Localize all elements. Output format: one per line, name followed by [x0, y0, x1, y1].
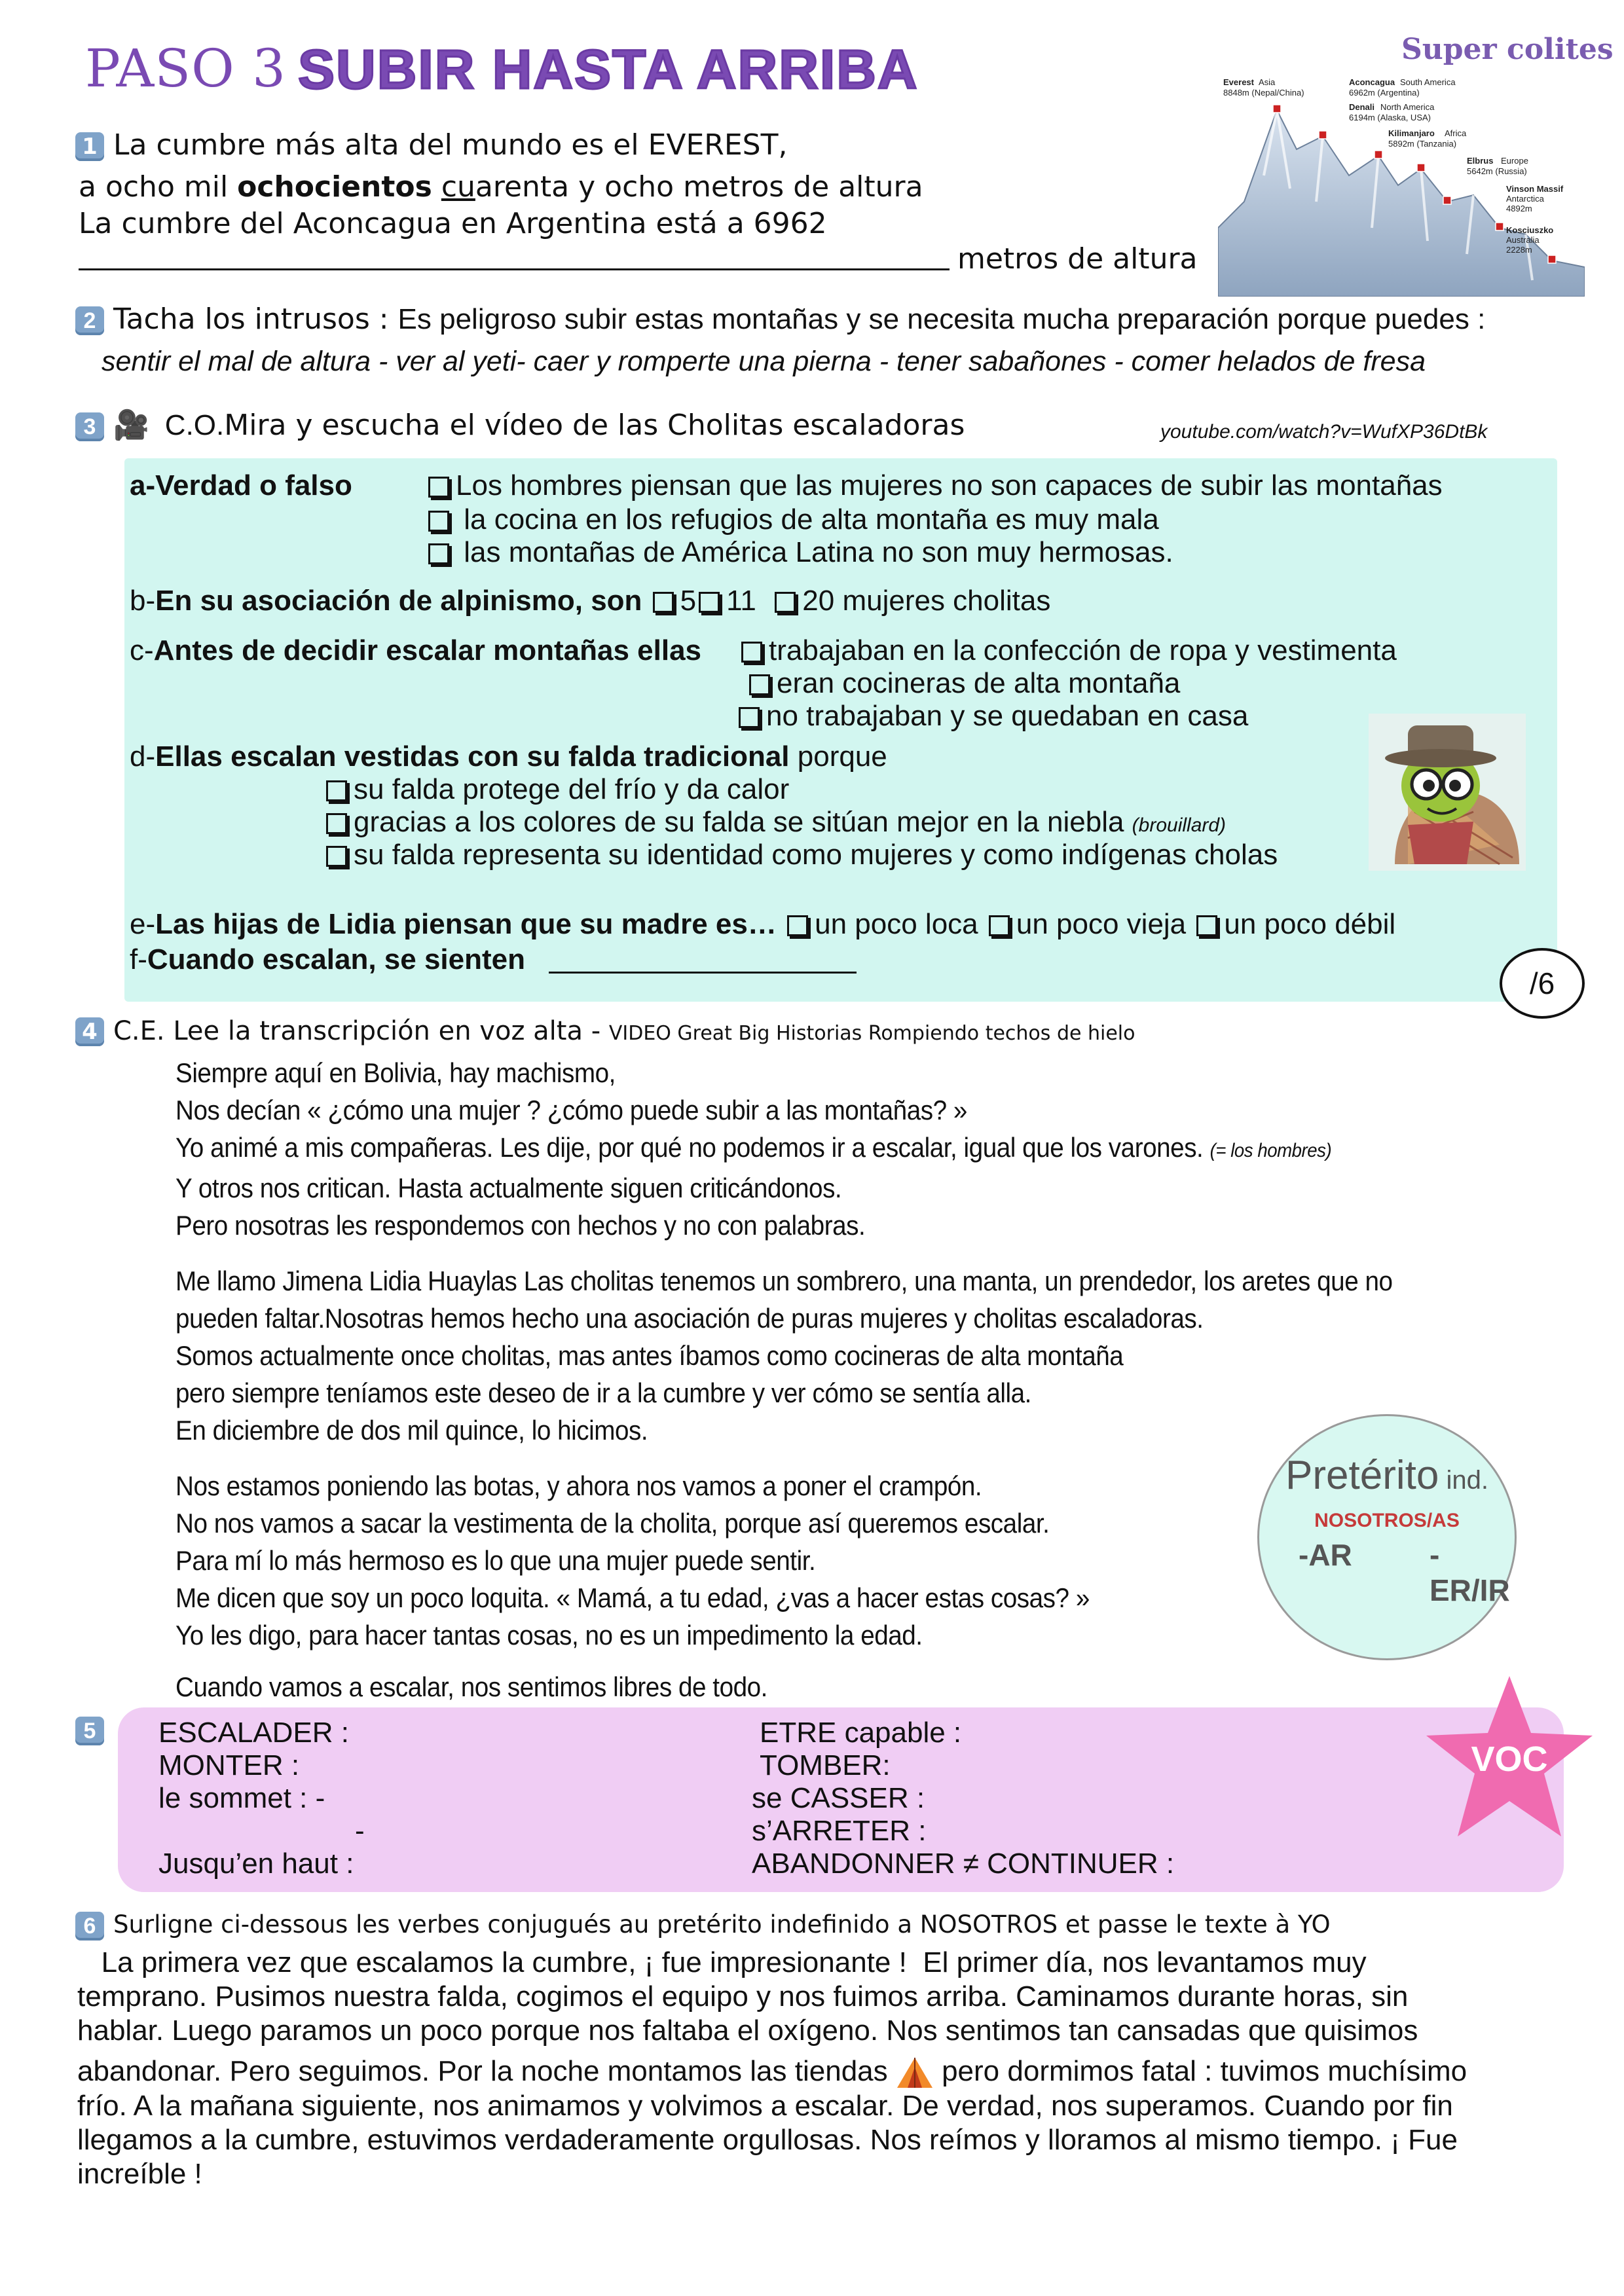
- checkbox[interactable]: [326, 813, 347, 834]
- s3-e-pre: e-: [130, 908, 156, 940]
- s6-line: temprano. Pusimos nuestra falda, cogimos el equipo y nos fuimos arriba. Caminamos durante horas, sin: [77, 1980, 1409, 2013]
- preterito-erir: -ER/IR: [1430, 1538, 1510, 1607]
- s3-c2-text: eran cocineras de alta montaña: [777, 667, 1181, 699]
- video-camera-icon: 🎥: [113, 409, 149, 441]
- checkbox[interactable]: [326, 846, 347, 867]
- transcript-line: [175, 1129, 1393, 1169]
- video-link[interactable]: youtube.com/watch?v=WufXP36DtBk: [1160, 421, 1488, 443]
- section-number-1: 1: [75, 132, 104, 161]
- vocab-item: -: [355, 1815, 365, 1847]
- score-badge: /6: [1500, 948, 1585, 1019]
- s6-line: increíble !: [77, 2158, 202, 2191]
- s1-text-1: La cumbre más alta del mundo es el EVEREST,: [113, 128, 788, 162]
- s6-header: [75, 1908, 1331, 1942]
- s3-b-line: [130, 584, 1050, 618]
- section-number-5: 5: [75, 1717, 104, 1745]
- s1-text-2b: ochocientos: [237, 170, 432, 204]
- s3-instructions: Mira y escucha el vídeo de las Cholitas escaladoras: [224, 409, 965, 442]
- transcript-note: (= los hombres): [1209, 1140, 1332, 1161]
- transcript-line: Pero nosotras les respondemos con hechos y no con palabras.: [175, 1210, 866, 1241]
- checkbox[interactable]: [428, 511, 449, 532]
- vocab-left-column: [158, 1717, 365, 1880]
- checkbox[interactable]: [787, 915, 808, 936]
- s3-f-line: [130, 943, 525, 977]
- s6-line: [77, 2054, 1467, 2089]
- transcript-line: Yo les digo, para hacer tantas cosas, no es un impedimento la edad.: [175, 1620, 923, 1650]
- s1-line-4: metros de altura: [957, 242, 1198, 276]
- s3-a-label: a-Verdad o falso: [130, 469, 352, 501]
- checkbox[interactable]: [989, 915, 1010, 936]
- vocab-item: s’ARRETER :: [752, 1815, 927, 1847]
- transcript-text: Yo animé a mis compañeras. Les dije, por qué no podemos ir a escalar, igual que los varones.: [175, 1132, 1210, 1163]
- preterito-ind: ind.: [1439, 1466, 1488, 1495]
- s3-d-item-2: [323, 805, 1226, 843]
- s1-line-1: [75, 128, 787, 162]
- s3-e-question: Las hijas de Lidia piensan que su madre es…: [155, 908, 785, 940]
- peak-height: 6194m (Alaska, USA): [1349, 113, 1431, 122]
- peak-name: Denali: [1349, 102, 1375, 112]
- peak-name: Kosciuszko: [1506, 225, 1554, 235]
- s3-c-item-1: [739, 634, 1397, 668]
- checkbox[interactable]: [428, 543, 449, 564]
- s3-d-item-1: [323, 773, 789, 807]
- checkbox[interactable]: [739, 707, 760, 728]
- s4-video-title: VIDEO Great Big Historias Rompiendo techos de hielo: [608, 1022, 1135, 1045]
- section-number-6: 6: [75, 1912, 104, 1941]
- s1-text-2e: arenta y ocho metros de altura: [475, 170, 923, 204]
- vocab-item: TOMBER:: [760, 1749, 891, 1781]
- peak-name: Kilimanjaro: [1388, 128, 1435, 138]
- s6-text: [77, 1946, 1467, 2191]
- vocab-right-column: [752, 1717, 1174, 1880]
- peak-region: Africa: [1445, 128, 1467, 138]
- transcript-line: Cuando vamos a escalar, nos sentimos libres de todo.: [175, 1671, 767, 1702]
- tent-icon: [896, 2056, 934, 2089]
- s3-b-question: En su asociación de alpinismo, son: [155, 585, 650, 617]
- transcript-line: Y otros nos critican. Hasta actualmente siguen criticándonos.: [175, 1173, 842, 1203]
- peak-region: Australia: [1506, 235, 1540, 245]
- peak-name: Vinson Massif: [1506, 184, 1564, 194]
- s3-a-item-1: [426, 469, 1443, 503]
- s6-instructions: Surligne ci-dessous les verbes conjugués au pretérito indefinido a NOSOTROS et passe le texte à YO: [113, 1910, 1331, 1939]
- vocab-item: le sommet : -: [158, 1782, 325, 1814]
- s3-c-item-3: [736, 699, 1248, 733]
- checkbox[interactable]: [653, 592, 674, 613]
- s3-c1-text: trabajaban en la confección de ropa y vestimenta: [769, 634, 1397, 666]
- s3-b-opt2: 11: [726, 585, 756, 617]
- checkbox[interactable]: [326, 780, 347, 801]
- section-number-3: 3: [75, 412, 104, 441]
- transcript-line: Somos actualmente once cholitas, mas antes íbamos como cocineras de alta montaña: [175, 1340, 1124, 1371]
- s2-line-1: [75, 302, 1485, 337]
- s6-line: hablar. Luego paramos un poco porque nos faltaba el oxígeno. Nos sentimos tan cansadas que quisimos: [77, 2014, 1418, 2047]
- s3-e-line: [130, 907, 1395, 941]
- s2-lead: Tacha los intrusos :: [113, 302, 398, 336]
- vocab-item: se CASSER :: [752, 1782, 925, 1814]
- s3-a-item-2: [426, 503, 1159, 537]
- s3-header: [75, 409, 965, 443]
- cholita-illustration: [1369, 714, 1526, 871]
- s1-answer-blank[interactable]: [79, 268, 950, 270]
- page-title: SUBIR HASTA ARRIBA: [298, 39, 919, 100]
- corner-label: Super colites: [1401, 33, 1614, 66]
- s3-a2-text: la cocina en los refugios de alta montaña es muy mala: [456, 503, 1159, 536]
- s3-e3-text: un poco débil: [1224, 908, 1396, 940]
- s3-c-item-2: [747, 666, 1180, 701]
- voc-star-badge: [1421, 1673, 1598, 1843]
- checkbox[interactable]: [1196, 915, 1217, 936]
- s3-a1-text: Los hombres piensan que las mujeres no son capaces de subir las montañas: [456, 469, 1443, 501]
- checkbox[interactable]: [749, 674, 770, 695]
- preterito-subtitle: NOSOTROS/AS: [1314, 1510, 1460, 1531]
- s3-b-opt3: 20: [802, 585, 835, 617]
- s4-header: [75, 1013, 1135, 1051]
- s3-d-line: [130, 740, 887, 774]
- peak-name: Aconcagua: [1349, 77, 1395, 87]
- section-number-4: 4: [75, 1017, 104, 1046]
- peak-name: Elbrus: [1467, 156, 1494, 166]
- s2-intruder-list: sentir el mal de altura - ver al yeti- caer y romperte una pierna - tener sabañones - comer helados de fresa: [101, 346, 1426, 377]
- peak-region: South America: [1400, 77, 1456, 87]
- s1-text-2d: cu: [441, 170, 475, 204]
- s6-text-a: abandonar. Pero seguimos. Por la noche montamos las tiendas: [77, 2055, 896, 2087]
- s4-ce: C.E. Lee la transcripción en voz alta -: [113, 1016, 609, 1046]
- s3-d-pre: d-: [130, 740, 156, 773]
- s3-c3-text: no trabajaban y se quedaban en casa: [766, 700, 1249, 732]
- peak-height: 8848m (Nepal/China): [1223, 88, 1304, 98]
- peak-height: 2228m: [1506, 245, 1532, 255]
- s3-f-pre: f-: [130, 943, 147, 975]
- s3-d-end: porque: [789, 740, 887, 773]
- peak-region: Asia: [1259, 77, 1276, 87]
- s3-a-line-1: [130, 469, 352, 503]
- peak-height: 5642m (Russia): [1467, 166, 1527, 176]
- s3-b-opt1: 5: [680, 585, 697, 617]
- transcript-line: No nos vamos a sacar la vestimenta de la cholita, porque así queremos escalar.: [175, 1508, 1050, 1539]
- peak-region: North America: [1380, 102, 1435, 112]
- preterito-title: [1285, 1452, 1488, 1499]
- s1-text-2c: [432, 170, 441, 204]
- s3-co: C.O.: [164, 409, 225, 441]
- s3-a-item-3: [426, 536, 1173, 570]
- preterito-ar: -AR: [1299, 1538, 1352, 1572]
- s6-line: llegamos a la cumbre, estuvimos verdaderamente orgullosas. Nos reímos y lloramos al mismo tiempo. ¡ Fue: [77, 2124, 1458, 2157]
- transcript-line: Nos estamos poniendo las botas, y ahora nos vamos a poner el crampón.: [175, 1470, 982, 1501]
- s3-e2-text: un poco vieja: [1016, 908, 1194, 940]
- s3-b-end: mujeres cholitas: [834, 585, 1051, 617]
- peak-height: 5892m (Tanzania): [1388, 139, 1457, 149]
- s1-text-2a: a ocho mil: [79, 170, 238, 204]
- transcript-line: Siempre aquí en Bolivia, hay machismo,: [175, 1057, 616, 1088]
- s2-rest: Es peligroso subir estas montañas y se necesita mucha preparación porque puedes :: [397, 303, 1486, 335]
- s3-c-question: Antes de decidir escalar montañas ellas: [153, 634, 702, 666]
- peak-name: Everest: [1223, 77, 1254, 87]
- peak-height: 6962m (Argentina): [1349, 88, 1420, 98]
- preterito-word: Pretérito: [1285, 1453, 1439, 1498]
- checkbox[interactable]: [775, 592, 796, 613]
- s3-d-item-3: [323, 838, 1278, 872]
- s3-d2-note: (brouillard): [1132, 814, 1227, 836]
- transcript-line: Nos decían « ¿cómo una mujer ? ¿cómo puede subir a las montañas? »: [175, 1095, 967, 1125]
- s3-f-answer-blank[interactable]: [549, 972, 857, 974]
- s6-text-b: pero dormimos fatal : tuvimos muchísimo: [933, 2055, 1467, 2087]
- s3-e1-text: un poco loca: [815, 908, 986, 940]
- checkbox[interactable]: [741, 642, 762, 663]
- transcript-line: En diciembre de dos mil quince, lo hicimos.: [175, 1415, 648, 1446]
- s3-c-line: [130, 634, 701, 668]
- s3-f-question: Cuando escalan, se sienten: [147, 943, 525, 975]
- section-number-2: 2: [75, 306, 104, 335]
- transcript-line: Me dicen que soy un poco loquita. « Mamá, a tu edad, ¿vas a hacer estas cosas? »: [175, 1582, 1090, 1613]
- preterito-circle: [1257, 1414, 1517, 1660]
- peak-height: 4892m: [1506, 204, 1532, 213]
- vocab-item: MONTER :: [158, 1749, 300, 1781]
- s1-line-2: [79, 170, 923, 204]
- s1-line-3: La cumbre del Aconcagua en Argentina está a 6962: [79, 207, 827, 240]
- peak-region: Antarctica: [1506, 194, 1544, 204]
- s3-d2-text: gracias a los colores de su falda se sitúan mejor en la niebla: [354, 806, 1132, 838]
- mountain-peaks-illustration: [1218, 71, 1585, 297]
- s3-d3-text: su falda representa su identidad como mujeres y como indígenas cholas: [354, 839, 1278, 871]
- checkbox[interactable]: [428, 477, 449, 498]
- transcript-line: Me llamo Jimena Lidia Huaylas Las cholitas tenemos un sombrero, una manta, un prendedor, los aretes que no: [175, 1266, 1393, 1296]
- voc-label: VOC: [1471, 1740, 1548, 1779]
- s3-d-question: Ellas escalan vestidas con su falda tradicional: [155, 740, 790, 773]
- checkbox[interactable]: [699, 592, 720, 613]
- section-number-5-wrap: [75, 1717, 113, 1745]
- s6-line: La primera vez que escalamos la cumbre, ¡ fue impresionante ! El primer día, nos levantamos muy: [77, 1946, 1367, 1978]
- vocab-item: ESCALADER :: [158, 1717, 349, 1749]
- vocab-item: ETRE capable :: [760, 1717, 962, 1749]
- transcript-line: pueden faltar.Nosotras hemos hecho una asociación de puras mujeres y cholitas escaladoras.: [175, 1303, 1204, 1334]
- vocab-item: ABANDONNER ≠ CONTINUER :: [752, 1848, 1175, 1880]
- s3-d1-text: su falda protege del frío y da calor: [354, 773, 790, 805]
- transcript-line: Para mí lo más hermoso es lo que una mujer puede sentir.: [175, 1545, 816, 1576]
- vocab-item: Jusqu’en haut :: [158, 1848, 354, 1880]
- transcript-line: pero siempre teníamos este deseo de ir a la cumbre y ver cómo se sentía alla.: [175, 1377, 1031, 1408]
- paso-label: PASO 3: [85, 38, 286, 99]
- s3-a3-text: las montañas de América Latina no son muy hermosas.: [456, 536, 1173, 568]
- s6-line: frío. A la mañana siguiente, nos animamos y volvimos a escalar. De verdad, nos superamos. Cuando por fin: [77, 2090, 1453, 2123]
- peak-region: Europe: [1501, 156, 1528, 166]
- s3-b-pre: b-: [130, 585, 156, 617]
- s3-c-pre: c-: [130, 634, 154, 666]
